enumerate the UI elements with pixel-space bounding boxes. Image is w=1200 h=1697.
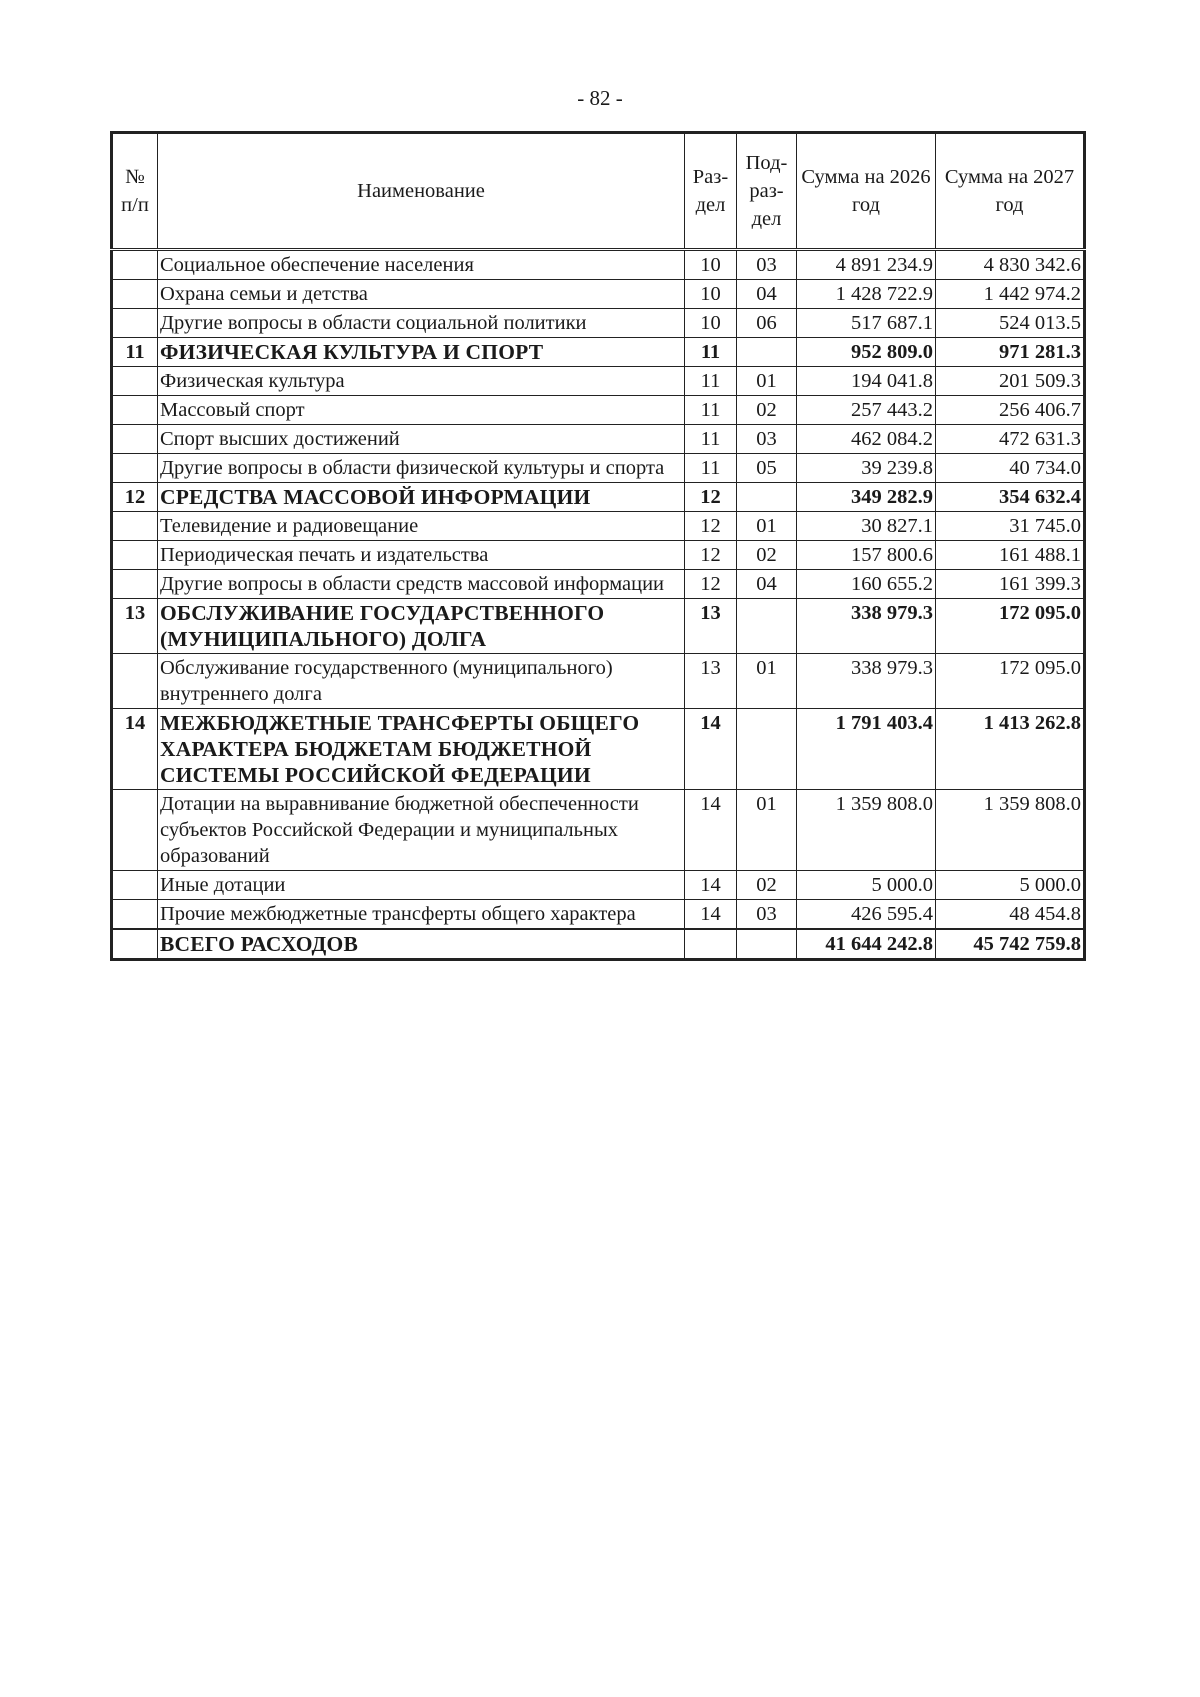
table-row [112,570,1085,599]
table-row [112,454,1085,483]
row-num [112,512,158,541]
row-section: 11 [685,367,737,396]
row-section: 11 [685,396,737,425]
row-num [112,367,158,396]
row-sum-2027: 354 632.4 [936,483,1085,512]
row-name: Периодическая печать и издательства [158,541,685,570]
header-sum-2027: Сумма на 2027 год [936,133,1085,250]
total-section-cell [685,929,737,960]
row-num [112,425,158,454]
row-name: Иные дотации [158,871,685,900]
row-num [112,250,158,280]
table-section-row [112,483,1085,512]
row-name: Социальное обеспечение населения [158,250,685,280]
row-num [112,871,158,900]
row-section: 10 [685,250,737,280]
row-section: 14 [685,790,737,871]
row-num [112,396,158,425]
page-number: - 82 - [577,86,623,110]
row-name: Дотации на выравнивание бюджетной обеспеченности субъектов Российской Федерации и муниципальных образований [158,790,685,871]
row-name: МЕЖБЮДЖЕТНЫЕ ТРАНСФЕРТЫ ОБЩЕГО ХАРАКТЕРА БЮДЖЕТАМ БЮДЖЕТНОЙ СИСТЕМЫ РОССИЙСКОЙ ФЕДЕРАЦИИ [158,709,685,790]
budget-table [110,131,1086,961]
row-subsection: 04 [737,280,797,309]
row-section: 14 [685,900,737,930]
row-num: 13 [112,599,158,654]
row-name: Физическая культура [158,367,685,396]
row-section: 10 [685,309,737,338]
total-row [112,929,1085,960]
row-sum-2027: 172 095.0 [936,599,1085,654]
table-row [112,367,1085,396]
row-section: 11 [685,454,737,483]
row-section: 12 [685,570,737,599]
row-sum-2027: 161 399.3 [936,570,1085,599]
table-section-row [112,599,1085,654]
row-sum-2026: 194 041.8 [797,367,936,396]
row-name: Охрана семьи и детства [158,280,685,309]
row-section: 12 [685,541,737,570]
total-sum-2026: 41 644 242.8 [797,929,936,960]
row-subsection [737,709,797,790]
row-section: 13 [685,654,737,709]
row-name: Телевидение и радиовещание [158,512,685,541]
row-sum-2026: 4 891 234.9 [797,250,936,280]
row-num [112,570,158,599]
row-sum-2026: 338 979.3 [797,599,936,654]
row-sum-2027: 172 095.0 [936,654,1085,709]
table-row [112,309,1085,338]
row-num: 14 [112,709,158,790]
table-row [112,900,1085,930]
row-name: Массовый спорт [158,396,685,425]
row-section: 12 [685,483,737,512]
row-subsection: 01 [737,654,797,709]
row-name: Другие вопросы в области физической культуры и спорта [158,454,685,483]
table-body [112,250,1085,930]
row-name: Другие вопросы в области социальной политики [158,309,685,338]
table-row [112,790,1085,871]
row-subsection: 03 [737,900,797,930]
row-sum-2026: 160 655.2 [797,570,936,599]
total-subsection-cell [737,929,797,960]
row-num [112,654,158,709]
table-row [112,425,1085,454]
row-num [112,541,158,570]
row-sum-2026: 349 282.9 [797,483,936,512]
header-subsection: Под-раз-дел [737,133,797,250]
row-sum-2027: 472 631.3 [936,425,1085,454]
row-num: 11 [112,338,158,367]
row-sum-2026: 462 084.2 [797,425,936,454]
row-sum-2026: 1 428 722.9 [797,280,936,309]
row-sum-2027: 256 406.7 [936,396,1085,425]
table-section-row [112,338,1085,367]
row-subsection [737,599,797,654]
row-sum-2026: 517 687.1 [797,309,936,338]
row-section: 11 [685,338,737,367]
row-sum-2027: 1 442 974.2 [936,280,1085,309]
row-sum-2026: 338 979.3 [797,654,936,709]
row-sum-2026: 952 809.0 [797,338,936,367]
row-sum-2027: 5 000.0 [936,871,1085,900]
row-sum-2027: 971 281.3 [936,338,1085,367]
row-name: Спорт высших достижений [158,425,685,454]
row-sum-2026: 5 000.0 [797,871,936,900]
row-sum-2026: 1 791 403.4 [797,709,936,790]
total-num-cell [112,929,158,960]
table-row [112,541,1085,570]
row-sum-2026: 157 800.6 [797,541,936,570]
header-name: Наименование [158,133,685,250]
table-header-row [112,133,1085,250]
row-sum-2027: 31 745.0 [936,512,1085,541]
row-sum-2027: 48 454.8 [936,900,1085,930]
row-num [112,309,158,338]
row-num [112,900,158,930]
row-section: 12 [685,512,737,541]
row-num: 12 [112,483,158,512]
table-row [112,512,1085,541]
row-subsection: 01 [737,790,797,871]
table-section-row [112,709,1085,790]
row-subsection: 03 [737,425,797,454]
row-name: СРЕДСТВА МАССОВОЙ ИНФОРМАЦИИ [158,483,685,512]
row-name: ФИЗИЧЕСКАЯ КУЛЬТУРА И СПОРТ [158,338,685,367]
row-name: Прочие межбюджетные трансферты общего характера [158,900,685,930]
row-sum-2026: 39 239.8 [797,454,936,483]
row-subsection [737,483,797,512]
row-subsection: 04 [737,570,797,599]
row-subsection: 02 [737,541,797,570]
row-sum-2026: 426 595.4 [797,900,936,930]
row-subsection [737,338,797,367]
row-sum-2027: 40 734.0 [936,454,1085,483]
row-sum-2027: 201 509.3 [936,367,1085,396]
header-sum-2026: Сумма на 2026 год [797,133,936,250]
row-subsection: 02 [737,396,797,425]
row-subsection: 05 [737,454,797,483]
table-row [112,654,1085,709]
row-sum-2027: 1 413 262.8 [936,709,1085,790]
table-row [112,396,1085,425]
row-name: ОБСЛУЖИВАНИЕ ГОСУДАРСТВЕННОГО (МУНИЦИПАЛЬНОГО) ДОЛГА [158,599,685,654]
table-row [112,280,1085,309]
row-section: 11 [685,425,737,454]
row-section: 14 [685,709,737,790]
row-num [112,280,158,309]
row-subsection: 02 [737,871,797,900]
row-num [112,454,158,483]
table-row [112,250,1085,280]
row-sum-2026: 30 827.1 [797,512,936,541]
row-num [112,790,158,871]
row-subsection: 01 [737,367,797,396]
row-section: 10 [685,280,737,309]
total-label: ВСЕГО РАСХОДОВ [158,929,685,960]
table-row [112,871,1085,900]
header-section: Раз-дел [685,133,737,250]
row-sum-2026: 1 359 808.0 [797,790,936,871]
row-name: Обслуживание государственного (муниципального) внутреннего долга [158,654,685,709]
row-subsection: 03 [737,250,797,280]
row-name: Другие вопросы в области средств массовой информации [158,570,685,599]
row-sum-2027: 4 830 342.6 [936,250,1085,280]
row-subsection: 01 [737,512,797,541]
total-sum-2027: 45 742 759.8 [936,929,1085,960]
row-sum-2027: 524 013.5 [936,309,1085,338]
row-sum-2027: 161 488.1 [936,541,1085,570]
row-section: 14 [685,871,737,900]
row-sum-2026: 257 443.2 [797,396,936,425]
header-num: № п/п [112,133,158,250]
row-subsection: 06 [737,309,797,338]
row-sum-2027: 1 359 808.0 [936,790,1085,871]
row-section: 13 [685,599,737,654]
